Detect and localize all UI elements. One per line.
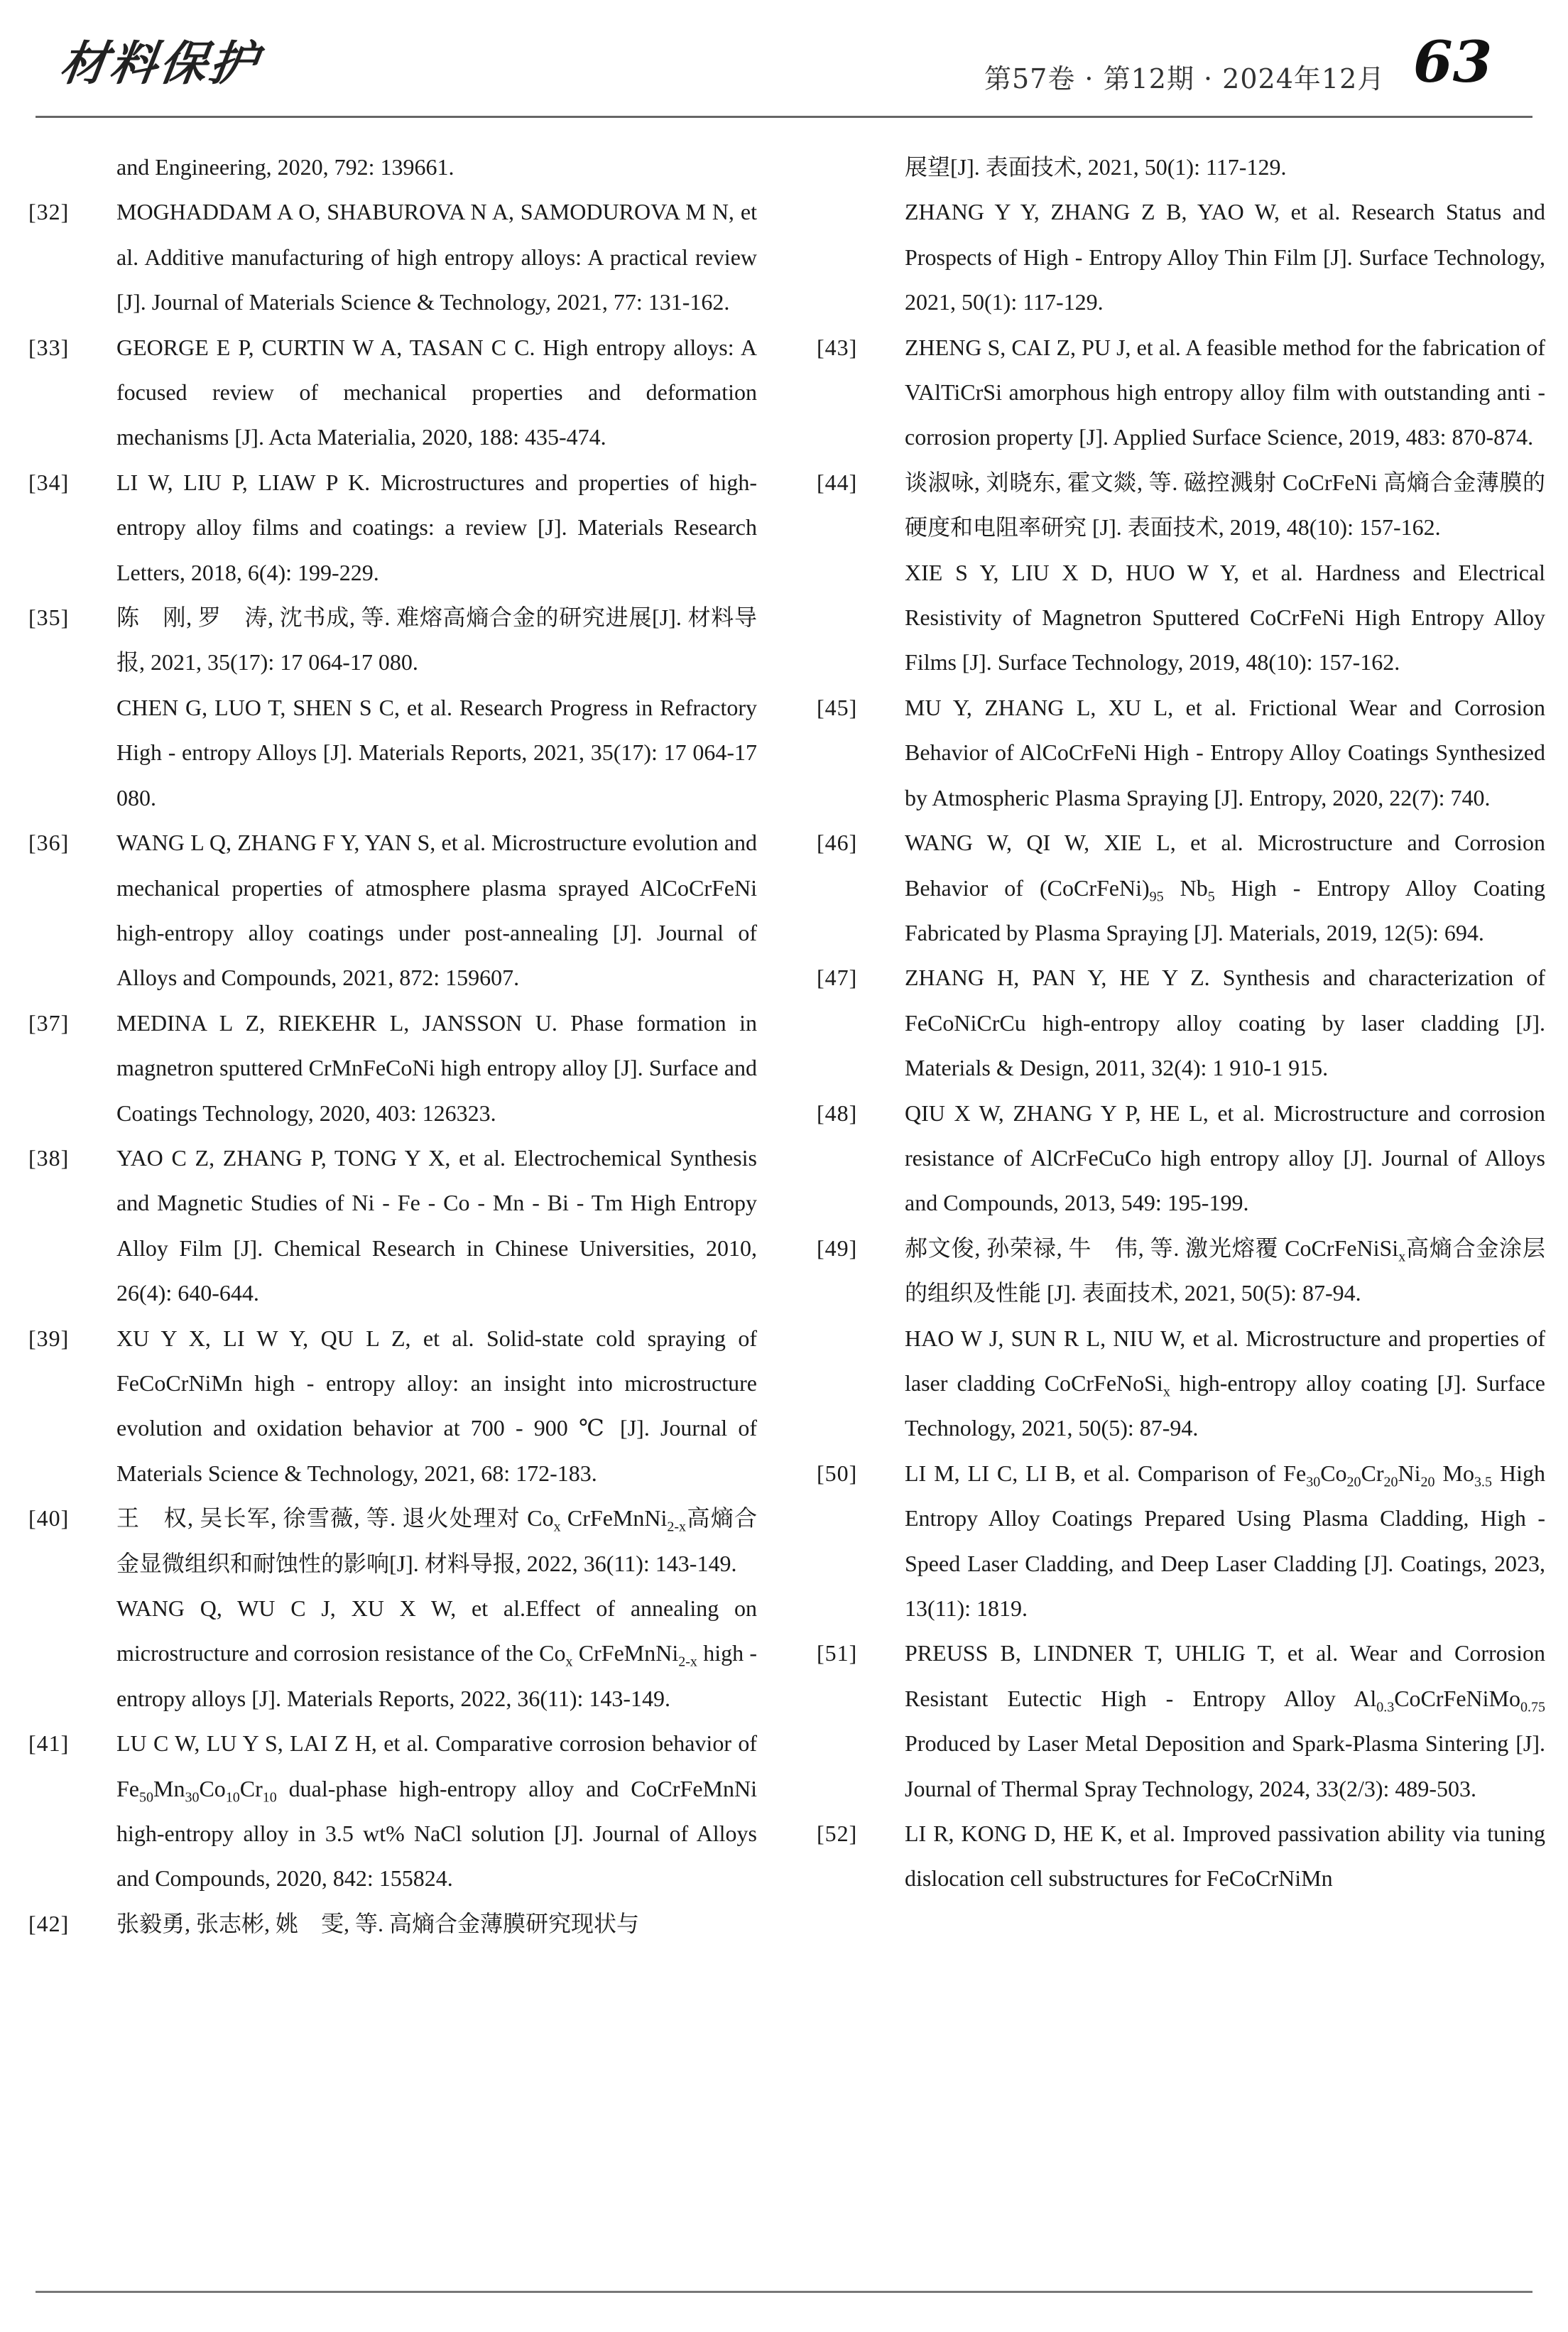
reference-item bbox=[817, 1811, 1545, 1902]
reference-number: [37] bbox=[28, 1009, 70, 1036]
reference-item bbox=[28, 1496, 757, 1721]
reference-item bbox=[28, 190, 757, 325]
reference-number: [33] bbox=[28, 334, 70, 360]
reference-item bbox=[28, 1316, 757, 1497]
reference-number: [47] bbox=[817, 965, 858, 991]
reference-text: CHEN G, LUO T, SHEN S C, et al. Research Progress in Refractory High - entropy Alloys [J]. Materials Reports, 2021, 35(17): 17 064-17 080. bbox=[116, 694, 757, 810]
reference-number: [45] bbox=[817, 694, 858, 720]
reference-text: ZHANG H, PAN Y, HE Y Z. Synthesis and characterization of FeCoNiCrCu high-entropy alloy coating by laser cladding [J]. Materials & Design, 2011, 32(4): 1 910-1 915. bbox=[905, 965, 1545, 1081]
reference-item bbox=[28, 595, 757, 820]
reference-item bbox=[817, 325, 1545, 460]
reference-text: ZHENG S, CAI Z, PU J, et al. A feasible method for the fabrication of VAlTiCrSi amorphous high entropy alloy film with outstanding anti - corrosion property [J]. Applied Surface Science, 2019, 483: 870-874. bbox=[905, 334, 1545, 450]
reference-item bbox=[28, 460, 757, 595]
reference-item bbox=[817, 1631, 1545, 1811]
reference-text: LI M, LI C, LI B, et al. Comparison of $Fe_{30}Co_{20}Cr_{20}Ni_{20}$ $Mo_{3.5}$ High Entropy Alloy Coatings Prepared Using Plasma Cladding, High - Speed Laser Cladding, and Deep Laser Cladding [J]. Coatings, 2023, 13(11): 1819. bbox=[905, 1460, 1546, 1621]
reference-text: PREUSS B, LINDNER T, UHLIG T, et al. Wear and Corrosion Resistant Eutectic High - Entropy Alloy $Al_{0.3}CoCrFeNiMo_{0.75}$ Produced by Laser Metal Deposition and Spark-Plasma Sintering [J]. Journal of Thermal Spray Technology, 2024, 33(2/3): 489-503. bbox=[905, 1640, 1545, 1801]
reference-text: 谈淑咏, 刘晓东, 霍文燚, 等. 磁控溅射 CoCrFeNi 高熵合金薄膜的硬度和电阻率研究 [J]. 表面技术, 2019, 48(10): 157-162. bbox=[905, 469, 1545, 541]
reference-text: LU C W, LU Y S, LAI Z H, et al. Comparative corrosion behavior of $Fe_{50}Mn_{30}Co_{10}Cr_{10}$ dual-phase high-entropy alloy and CoCrFeMnNi high-entropy alloy in 3.5 wt% NaCl solution [J]. Journal of Alloys and Compounds, 2020, 842: 155824. bbox=[116, 1730, 757, 1892]
reference-item bbox=[817, 955, 1545, 1090]
reference-item bbox=[28, 1136, 757, 1316]
reference-item bbox=[817, 1451, 1545, 1632]
reference-text: HAO W J, SUN R L, NIU W, et al. Microstructure and properties of laser cladding CoCrFeNoSi$_x$ high-entropy alloy coating [J]. Surface Technology, 2021, 50(5): 87-94. bbox=[905, 1325, 1546, 1441]
reference-number: [35] bbox=[28, 604, 70, 631]
reference-item bbox=[817, 820, 1545, 955]
reference-number: [36] bbox=[28, 830, 70, 856]
reference-number: [44] bbox=[817, 469, 858, 495]
reference-text: WANG L Q, ZHANG F Y, YAN S, et al. Microstructure evolution and mechanical properties of atmosphere plasma sprayed AlCoCrFeNi high-entropy alloy coatings under post-annealing [J]. Journal of Alloys and Compounds, 2021, 872: 159607. bbox=[116, 830, 757, 991]
reference-text: ZHANG Y Y, ZHANG Z B, YAO W, et al. Research Status and Prospects of High - Entropy Alloy Thin Film [J]. Surface Technology, 2021, 50(1): 117-129. bbox=[905, 199, 1545, 315]
reference-item bbox=[817, 460, 1545, 685]
reference-text: 郝文俊, 孙荣禄, 牛 伟, 等. 激光熔覆 CoCrFeNiSi$_x$高熵合金涂层的组织及性能 [J]. 表面技术, 2021, 50(5): 87-94. bbox=[905, 1235, 1545, 1306]
page-number: 63 bbox=[1413, 28, 1493, 95]
reference-number: [46] bbox=[817, 830, 858, 856]
reference-text: MU Y, ZHANG L, XU L, et al. Frictional Wear and Corrosion Behavior of AlCoCrFeNi High - Entropy Alloy Coatings Synthesized by Atmospheric Plasma Spraying [J]. Entropy, 2020, 22(7): 740. bbox=[905, 694, 1545, 810]
reference-item bbox=[28, 145, 757, 190]
reference-column-left bbox=[28, 145, 757, 1946]
reference-number: [42] bbox=[28, 1910, 70, 1936]
reference-number: [51] bbox=[817, 1640, 858, 1666]
reference-item bbox=[817, 685, 1545, 820]
reference-item bbox=[28, 325, 757, 460]
reference-number: [48] bbox=[817, 1100, 858, 1126]
reference-item bbox=[28, 1721, 757, 1902]
reference-item bbox=[817, 1091, 1545, 1226]
reference-text: XU Y X, LI W Y, QU L Z, et al. Solid-state cold spraying of FeCoCrNiMn high - entropy alloy: an insight into microstructure evolution and oxidation behavior at 700 - 900 ℃ [J]. Journal of Materials Science & Technology, 2021, 68: 172-183. bbox=[116, 1325, 757, 1486]
footer-rule bbox=[36, 2291, 1532, 2293]
reference-item bbox=[28, 820, 757, 1001]
reference-text: 展望[J]. 表面技术, 2021, 50(1): 117-129. bbox=[905, 154, 1287, 180]
reference-column-right bbox=[817, 145, 1545, 1902]
reference-number: [34] bbox=[28, 469, 70, 495]
reference-number: [52] bbox=[817, 1821, 858, 1847]
reference-text: MEDINA L Z, RIEKEHR L, JANSSON U. Phase formation in magnetron sputtered CrMnFeCoNi high entropy alloy [J]. Surface and Coatings Technology, 2020, 403: 126323. bbox=[116, 1009, 757, 1126]
reference-item bbox=[817, 1226, 1545, 1451]
reference-text: LI R, KONG D, HE K, et al. Improved passivation ability via tuning dislocation cell substructures for FeCoCrNiMn bbox=[905, 1821, 1545, 1892]
reference-text: LI W, LIU P, LIAW P K. Microstructures and properties of high-entropy alloy films and coatings: a review [J]. Materials Research Letters, 2018, 6(4): 199-229. bbox=[116, 469, 757, 585]
reference-text: 陈 刚, 罗 涛, 沈书成, 等. 难熔高熵合金的研究进展[J]. 材料导报, 2021, 35(17): 17 064-17 080. bbox=[116, 604, 757, 676]
reference-number: [49] bbox=[817, 1235, 858, 1261]
reference-item bbox=[28, 1902, 757, 1946]
reference-text: WANG Q, WU C J, XU X W, et al.Effect of annealing on microstructure and corrosion resistance of the $Co_x$ CrFeMnNi$_{2-x}$ high - entropy alloys [J]. Materials Reports, 2022, 36(11): 143-149. bbox=[116, 1595, 758, 1711]
reference-text: GEORGE E P, CURTIN W A, TASAN C C. High entropy alloys: A focused review of mechanical properties and deformation mechanisms [J]. Acta Materialia, 2020, 188: 435-474. bbox=[116, 334, 757, 450]
reference-item bbox=[28, 1001, 757, 1136]
reference-number: [32] bbox=[28, 199, 70, 225]
reference-text: XIE S Y, LIU X D, HUO W Y, et al. Hardness and Electrical Resistivity of Magnetron Sputtered CoCrFeNi High Entropy Alloy Films [J]. Surface Technology, 2019, 48(10): 157-162. bbox=[905, 559, 1545, 676]
reference-text: WANG W, QI W, XIE L, et al. Microstructure and Corrosion Behavior of $(CoCrFeNi)_{95}$ $Nb_5$ High - Entropy Alloy Coating Fabricated by Plasma Spraying [J]. Materials, 2019, 12(5): 694. bbox=[905, 830, 1546, 945]
reference-text: YAO C Z, ZHANG P, TONG Y X, et al. Electrochemical Synthesis and Magnetic Studies of Ni - Fe - Co - Mn - Bi - Tm High Entropy Alloy Film [J]. Chemical Research in Chinese Universities, 2010, 26(4): 640-644. bbox=[116, 1144, 757, 1306]
reference-text: 王 权, 吴长军, 徐雪薇, 等. 退火处理对 $Co_x$ CrFeMnNi$_{2-x}$高熵合金显微组织和耐蚀性的影响[J]. 材料导报, 2022, 36(11): 143-149. bbox=[116, 1505, 757, 1576]
reference-text: 张毅勇, 张志彬, 姚 雯, 等. 高熵合金薄膜研究现状与 bbox=[116, 1910, 640, 1936]
reference-number: [39] bbox=[28, 1325, 70, 1351]
journal-title: 材料保护 bbox=[56, 36, 263, 91]
reference-number: [38] bbox=[28, 1144, 70, 1171]
reference-number: [40] bbox=[28, 1505, 70, 1531]
reference-item bbox=[817, 145, 1545, 325]
reference-text: and Engineering, 2020, 792: 139661. bbox=[116, 154, 454, 180]
reference-number: [41] bbox=[28, 1730, 70, 1757]
reference-number: [50] bbox=[817, 1460, 858, 1486]
issue-info: 第57卷 · 第12期 · 2024年12月 bbox=[984, 63, 1385, 94]
reference-text: QIU X W, ZHANG Y P, HE L, et al. Microstructure and corrosion resistance of AlCrFeCuCo high entropy alloy [J]. Journal of Alloys and Compounds, 2013, 549: 195-199. bbox=[905, 1100, 1545, 1216]
reference-text: MOGHADDAM A O, SHABUROVA N A, SAMODUROVA M N, et al. Additive manufacturing of high entropy alloys: A practical review [J]. Journal of Materials Science & Technology, 2021, 77: 131-162. bbox=[116, 199, 757, 315]
reference-number: [43] bbox=[817, 334, 858, 360]
header-rule bbox=[36, 116, 1532, 118]
